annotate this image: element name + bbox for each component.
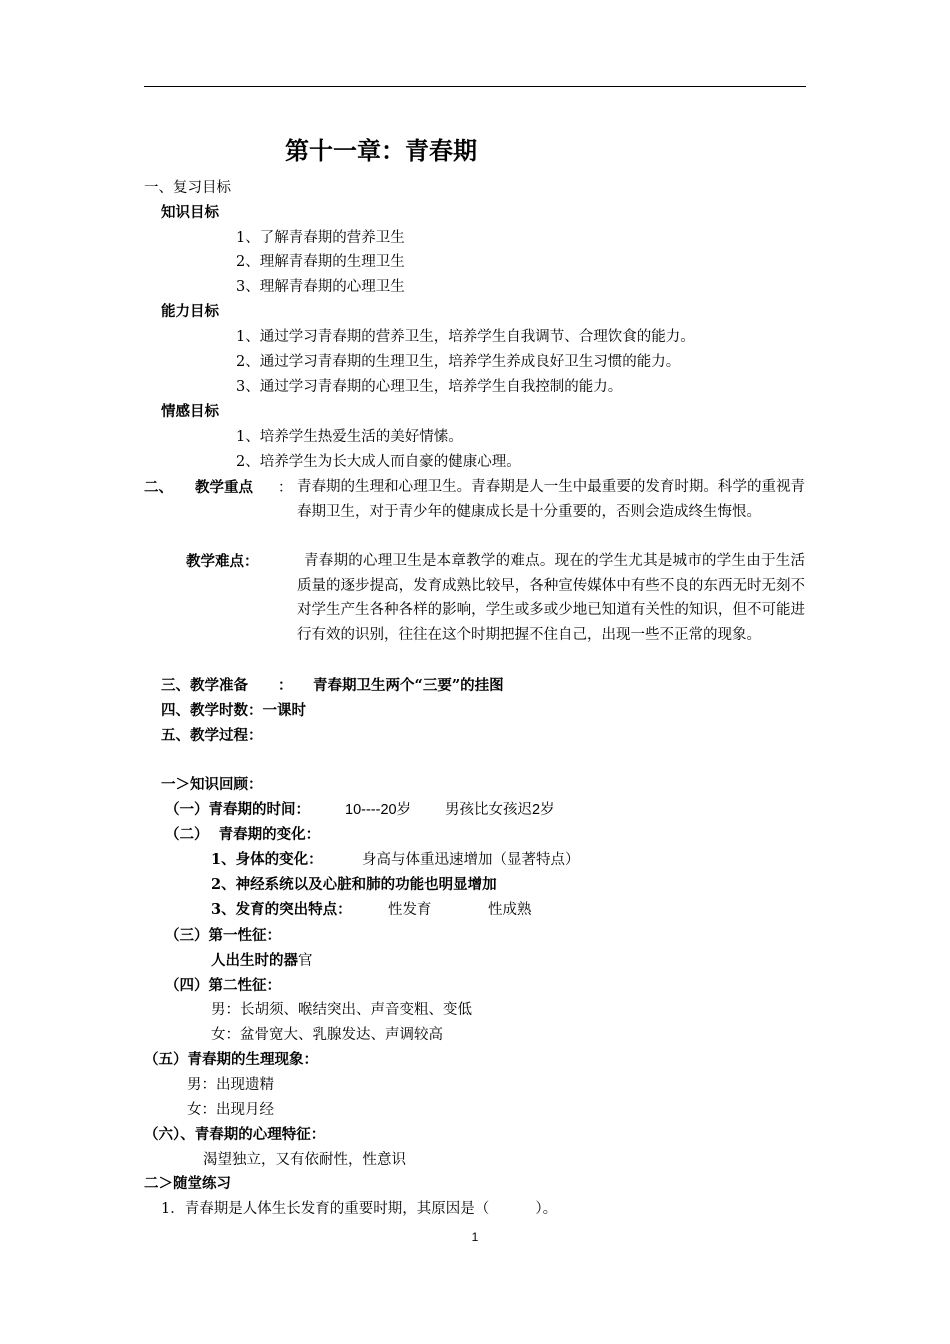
review-goals-heading: 一、复习目标 — [144, 180, 231, 196]
ability-item: 1、通过学习青春期的营养卫生，培养学生自我调节、合理饮食的能力。 — [236, 329, 695, 345]
secondary-female: 女：盆骨宽大、乳腺发达、声调较高 — [211, 1027, 443, 1043]
development-feature-label: 3、发育的突出特点： — [211, 901, 352, 918]
teaching-process-heading: 五、教学过程： — [161, 727, 263, 744]
puberty-time-note: 男孩比女孩迟2岁 — [445, 802, 555, 818]
development-feature-b: 性成熟 — [488, 902, 532, 918]
primary-sex-char-text: 人出生时的器官 — [211, 952, 313, 969]
teaching-focus-colon: ： — [278, 480, 293, 496]
teaching-prep-label: 三、教学准备 — [161, 677, 248, 694]
teaching-focus-label: 教学重点 — [195, 479, 253, 496]
practice-question: 1．青春期是人体生长发育的重要时期，其原因是（ ）。 — [161, 1201, 558, 1217]
teaching-difficulty-text: 青春期的心理卫生是本章教学的难点。现在的学生尤其是城市的学生由于生活质量的逐步提高，发育成熟比较早，各种宣传媒体中有些不良的东西无时无刻不对学生产生各种各样的影响，学生或多或少地已知道有关性的知识，但不可能进行有效的识别，往往在这个时期把握不住自己，出现一些不正常的现象。 — [297, 553, 805, 643]
puberty-changes-label: （二） 青春期的变化： — [165, 826, 321, 843]
primary-sex-char-label: （三）第一性征： — [165, 927, 281, 944]
psychology-text: 渴望独立，又有依耐性，性意识 — [203, 1152, 406, 1168]
physiology-female: 女：出现月经 — [187, 1102, 274, 1118]
knowledge-review-heading: 一＞知识回顾： — [161, 776, 263, 793]
puberty-time-value: 10----20岁 — [345, 802, 412, 818]
physiology-phenomena-label: （五）青春期的生理现象： — [144, 1051, 318, 1068]
header-rule — [144, 86, 806, 87]
psychology-label: （六）、青春期的心理特征： — [144, 1126, 326, 1143]
knowledge-item: 1、了解青春期的营养卫生 — [236, 230, 405, 246]
physiology-male: 男：出现遗精 — [187, 1077, 274, 1093]
chapter-title: 第十一章：青春期 — [285, 136, 477, 165]
knowledge-item: 2、理解青春期的生理卫生 — [236, 254, 405, 270]
knowledge-goals-label: 知识目标 — [161, 204, 219, 221]
ability-item: 2、通过学习青春期的生理卫生，培养学生养成良好卫生习惯的能力。 — [236, 354, 681, 370]
section-two-number: 二、 — [144, 479, 173, 496]
secondary-male: 男：长胡须、喉结突出、声音变粗、变低 — [211, 1002, 472, 1018]
development-feature-a: 性发育 — [388, 902, 432, 918]
organ-function-change: 2、神经系统以及心脏和肺的功能也明显增加 — [211, 876, 497, 893]
puberty-time-label: （一）青春期的时间： — [165, 801, 310, 818]
teaching-hours: 四、教学时数：一课时 — [161, 702, 306, 719]
practice-heading: 二＞随堂练习 — [144, 1175, 231, 1192]
emotion-goals-label: 情感目标 — [161, 403, 219, 420]
teaching-difficulty-label: 教学难点： — [186, 553, 259, 570]
ability-item: 3、通过学习青春期的心理卫生，培养学生自我控制的能力。 — [236, 379, 623, 395]
teaching-prep-colon: ： — [278, 677, 293, 694]
body-change-label: 1、身体的变化： — [211, 851, 323, 868]
page-number: 1 — [471, 1230, 479, 1244]
emotion-item: 1、培养学生热爱生活的美好情愫。 — [236, 429, 463, 445]
body-change-text: 身高与体重迅速增加（显著特点） — [362, 852, 580, 868]
secondary-sex-char-label: （四）第二性征： — [165, 977, 281, 994]
knowledge-item: 3、理解青春期的心理卫生 — [236, 279, 405, 295]
teaching-focus-text: 青春期的生理和心理卫生。青春期是人一生中最重要的发育时期。科学的重视青春期卫生，对于青少年的健康成长是十分重要的，否则会造成终生悔恨。 — [297, 479, 805, 520]
teaching-prep-text: 青春期卫生两个“三要”的挂图 — [313, 677, 504, 694]
ability-goals-label: 能力目标 — [161, 303, 219, 320]
emotion-item: 2、培养学生为长大成人而自豪的健康心理。 — [236, 454, 521, 470]
